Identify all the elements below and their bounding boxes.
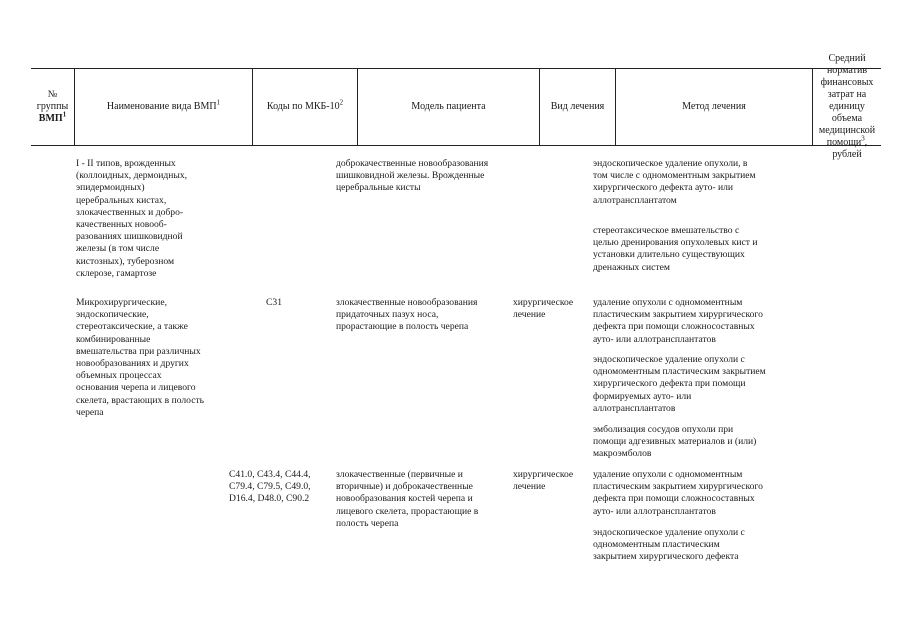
header-group-number-vmp bbox=[38, 110, 67, 125]
header-treatment-type-text: Вид лечения bbox=[550, 101, 605, 112]
header-vmp-name bbox=[75, 69, 252, 145]
header-icd-codes-sup: 2 bbox=[339, 98, 344, 107]
vmp-name-cell: Микрохирургические, эндоскопические, стереотаксические, а также комбинированные вмешательства при различных новообразованиях и других объемных процессах основания черепа и лицевого скелета, врастающих в полость черепа bbox=[76, 297, 205, 418]
header-patient-model-text: Модель пациента bbox=[411, 101, 486, 112]
treatment-method-cell: стереотаксическое вмешательство с целью дренирования опухолевых кист и установки длительно существующих дренажных систем bbox=[593, 225, 758, 273]
header-treatment-type bbox=[540, 69, 615, 145]
header-group-number-symbol: № bbox=[47, 89, 58, 100]
header-treatment-method bbox=[616, 69, 812, 145]
table-header bbox=[31, 53, 881, 160]
treatment-method-cell: эмболизация сосудов опухоли при помощи адгезивных материалов и (или) макроэмболов bbox=[593, 424, 757, 460]
icd-code-cell: C31 bbox=[266, 297, 282, 308]
treatment-method-cell: эндоскопическое удаление опухоли, в том числе с одномоментным закрытием хирургического дефекта ауто- или аллотрансплантатом bbox=[593, 158, 756, 206]
header-cost-standard bbox=[813, 53, 881, 160]
patient-model-cell: доброкачественные новообразования шишковидной железы. Врожденные церебральные кисты bbox=[336, 158, 489, 194]
header-cost-standard-text: Средний норматив финансовых затрат на единицу объема медицинской помощи bbox=[818, 53, 876, 148]
vmp-name-cell: I - II типов, врожденных (коллоидных, дермоидных, эпидермоидных) церебральных кистах, злокачественных и добро- качественных новооб- разованиях шишковидной железы (в том числе кистозных), туберозном склерозе, гамартозе bbox=[76, 158, 188, 279]
icd-code-cell: C41.0, C43.4, C44.4, C79.4, C79.5, C49.0, D16.4, D48.0, C90.2 bbox=[229, 469, 311, 505]
header-icd-codes-text: Коды по МКБ-10 bbox=[266, 101, 340, 112]
patient-model-cell: злокачественные новообразования придаточных пазух носа, прорастающие в полость черепа bbox=[336, 297, 478, 333]
treatment-type-cell: хирургическое лечение bbox=[513, 469, 574, 493]
treatment-method-cell: эндоскопическое удаление опухоли с одномоментным пластическим закрытием хирургического дефекта при помощи формируемых ауто- или аллотрансплантатов bbox=[593, 354, 766, 414]
header-patient-model bbox=[358, 69, 539, 145]
header-vmp-name-text: Наименование вида ВМП bbox=[106, 101, 217, 112]
header-vmp-sup: 1 bbox=[62, 110, 67, 119]
treatment-type-cell: хирургическое лечение bbox=[513, 297, 574, 321]
header-vmp-text: ВМП bbox=[38, 113, 63, 124]
treatment-method-cell: удаление опухоли с одномоментным пластическим закрытием хирургического дефекта при помощи сложносоставных ауто- или аллотрансплантатов bbox=[593, 469, 763, 517]
header-cost-standard-sup: 3 bbox=[861, 134, 865, 143]
header-cost-standard-unit: , рублей bbox=[832, 137, 868, 160]
header-vmp-name-sup: 1 bbox=[216, 98, 221, 107]
treatment-method-cell: эндоскопическое удаление опухоли с одномоментным пластическим закрытием хирургического дефекта bbox=[593, 527, 745, 563]
header-icd-codes bbox=[253, 69, 357, 145]
patient-model-cell: злокачественные (первичные и вторичные) и доброкачественные новообразования костей черепа и лицевого скелета, прорастающие в полость черепа bbox=[336, 469, 479, 529]
header-treatment-method-text: Метод лечения bbox=[682, 101, 746, 112]
treatment-method-cell: удаление опухоли с одномоментным пластическим закрытием хирургического дефекта при помощи сложносоставных ауто- или аллотрансплантатов bbox=[593, 297, 763, 345]
header-group-number bbox=[31, 69, 74, 145]
header-group-number-label: группы bbox=[36, 101, 69, 112]
